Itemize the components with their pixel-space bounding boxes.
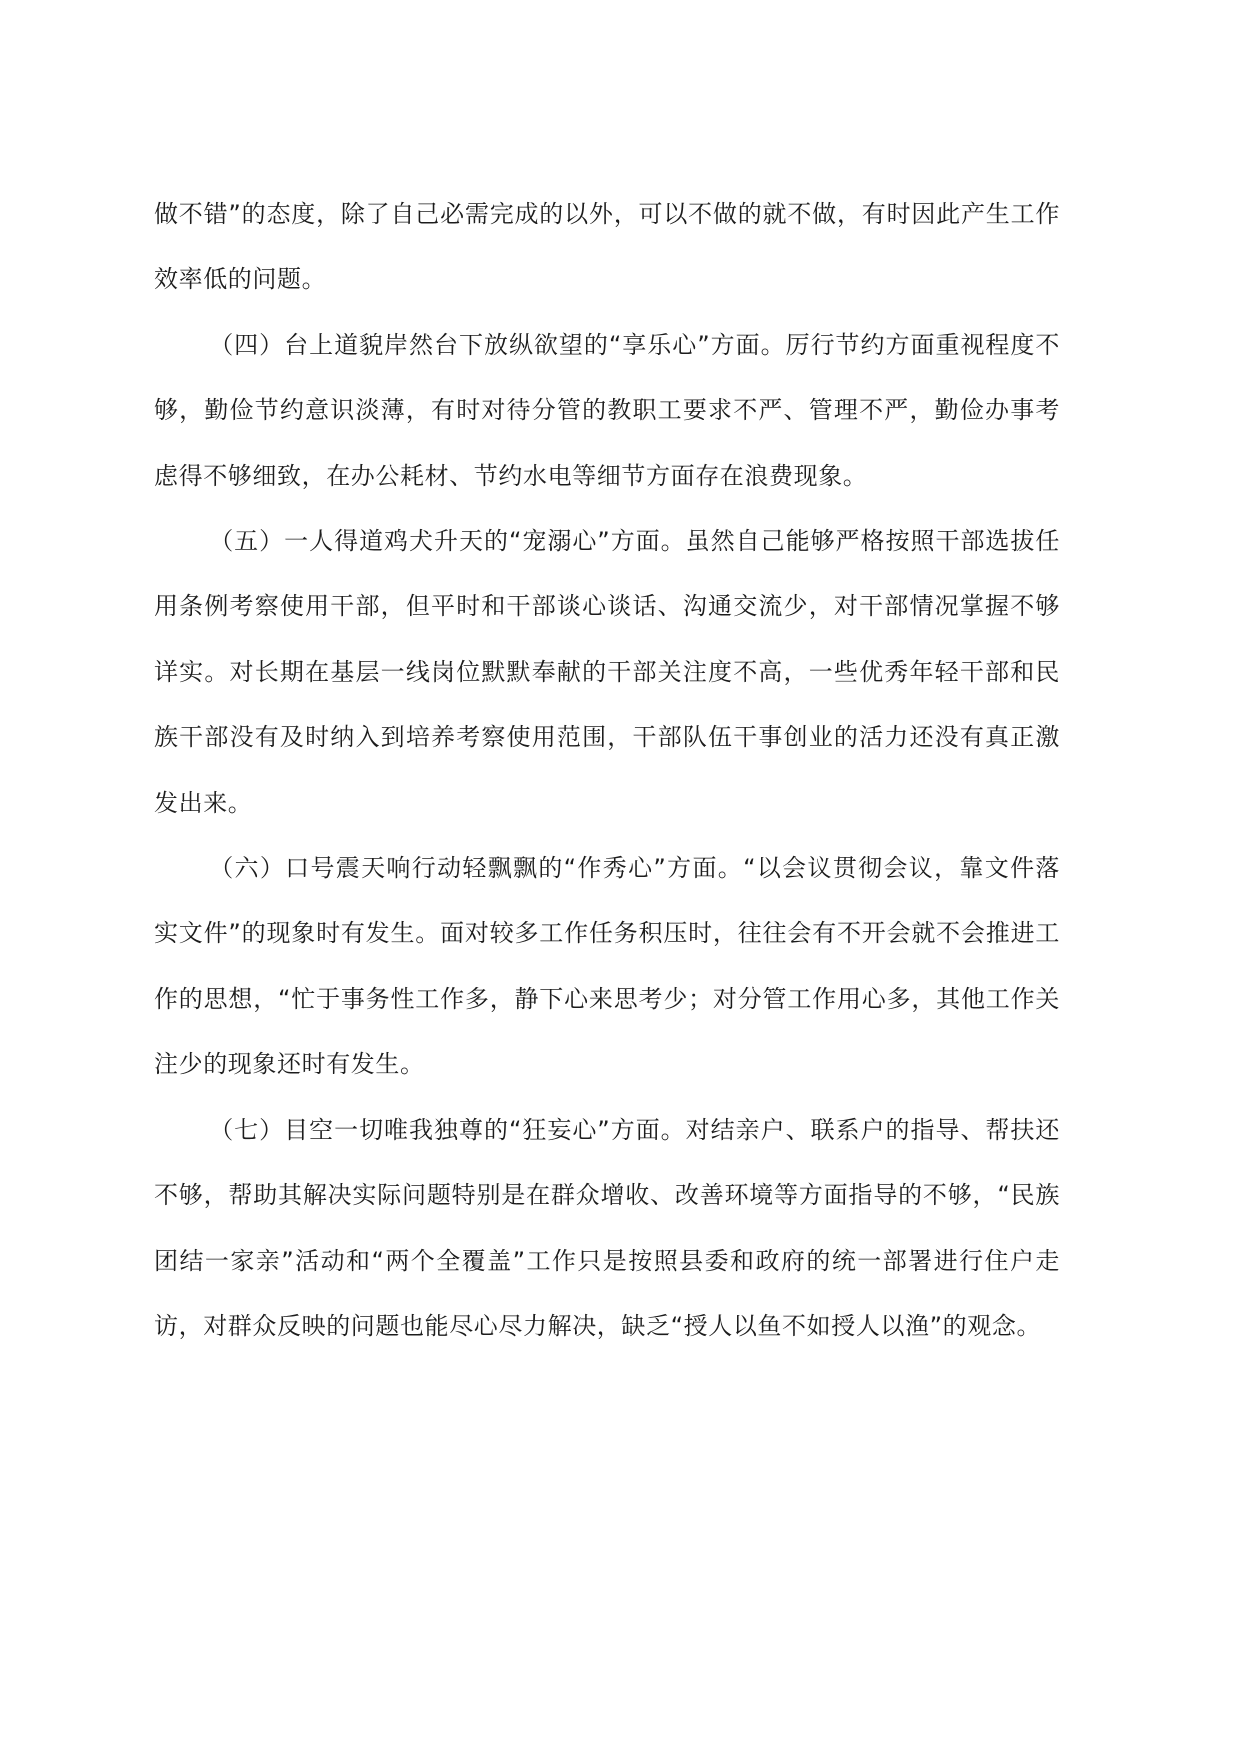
- paragraph-section-7: （七）目空一切唯我独尊的“狂妄心”方面。对结亲户、联系户的指导、帮扶还不够，帮助其解决实际问题特别是在群众增收、改善环境等方面指导的不够，“民族团结一家亲”活动和“两个全覆盖”工作只是按照县委和政府的统一部署进行住户走访，对群众反映的问题也能尽心尽力解决，缺乏“授人以鱼不如授人以渔”的观念。: [154, 1115, 1060, 1340]
- paragraph-section-5: （五）一人得道鸡犬升天的“宠溺心”方面。虽然自己能够严格按照干部选拔任用条例考察使用干部，但平时和干部谈心谈话、沟通交流少，对干部情况掌握不够详实。对长期在基层一线岗位默默奉献的干部关注度不高，一些优秀年轻干部和民族干部没有及时纳入到培养考察使用范围，干部队伍干事创业的活力还没有真正激发出来。: [154, 527, 1060, 817]
- paragraph-continuation: 做不错”的态度，除了自己必需完成的以外，可以不做的就不做，有时因此产生工作效率低的问题。: [154, 200, 1060, 294]
- paragraph-section-6: （六）口号震天响行动轻飘飘的“作秀心”方面。“以会议贯彻会议，靠文件落实文件”的现象时有发生。面对较多工作任务积压时，往往会有不开会就不会推进工作的思想，“忙于事务性工作多，静下心来思考少；对分管工作用心多，其他工作关注少的现象还时有发生。: [154, 854, 1060, 1079]
- paragraph-section-4: （四）台上道貌岸然台下放纵欲望的“享乐心”方面。厉行节约方面重视程度不够，勤俭节约意识淡薄，有时对待分管的教职工要求不严、管理不严，勤俭办事考虑得不够细致，在办公耗材、节约水电等细节方面存在浪费现象。: [154, 330, 1060, 490]
- document-body: [154, 182, 1060, 1359]
